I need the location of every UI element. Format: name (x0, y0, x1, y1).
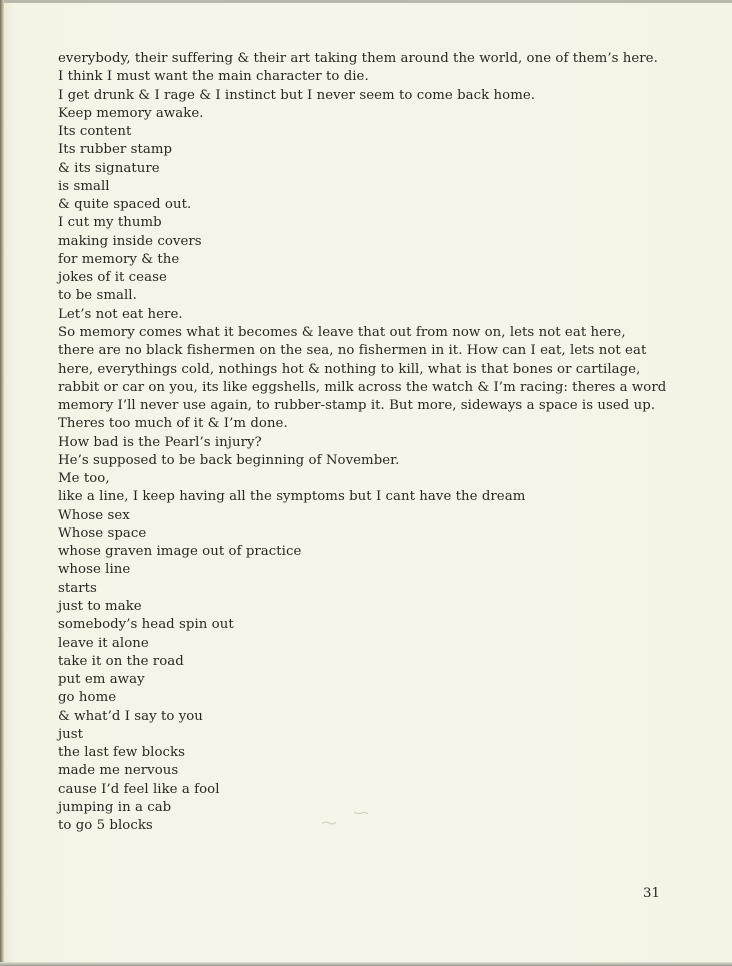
poem-line: to be small. (58, 288, 137, 304)
poem-line: & what’d I say to you (58, 708, 203, 724)
poem-line: cause I’d feel like a fool (58, 781, 220, 797)
poem-line: How bad is the Pearl’s injury? (58, 434, 262, 450)
poem-line: is small (58, 178, 110, 194)
poem-line: & quite spaced out. (58, 197, 192, 213)
poem-line: jumping in a cab (58, 799, 172, 815)
poem-line: memory I’ll never use again, to rubber-stamp it. But more, sideways a space is used up. (58, 398, 656, 414)
poem-line: Let’s not eat here. (58, 306, 183, 322)
poem-text (58, 50, 708, 835)
poem-line: made me nervous (58, 763, 179, 779)
poem-line: Keep memory awake. (58, 105, 204, 121)
poem-line: starts (58, 580, 97, 596)
poem-line: Theres too much of it & I’m done. (58, 416, 288, 432)
poem-line: put em away (58, 672, 145, 688)
poem-line: somebody’s head spin out (58, 617, 234, 633)
poem-line: I cut my thumb (58, 215, 162, 231)
poem-line: to go 5 blocks (58, 818, 153, 834)
poem-line: jokes of it cease (58, 270, 167, 286)
poem-line: Whose sex (58, 507, 130, 523)
poem-line: & its signature (58, 160, 160, 176)
poem-line: take it on the road (58, 653, 184, 669)
poem-line: whose line (58, 562, 131, 578)
poem-line: here, everythings cold, nothings hot & nothing to kill, what is that bones or cartilage, (58, 361, 641, 377)
poem-line: there are no black fishermen on the sea, no fishermen in it. How can I eat, lets not eat (58, 343, 647, 359)
poem-line: just (58, 726, 84, 742)
poem-line: He’s supposed to be back beginning of November. (58, 452, 400, 468)
poem-line: Its content (58, 124, 132, 140)
poem-line: the last few blocks (58, 745, 186, 761)
page-bottom-edge (0, 962, 732, 966)
poem-line: Whose space (58, 525, 147, 541)
poem-line: So memory comes what it becomes & leave that out from now on, lets not eat here, (58, 324, 626, 340)
poem-line: whose graven image out of practice (58, 544, 302, 560)
poem-line: go home (58, 690, 117, 706)
poem-line: I get drunk & I rage & I instinct but I never seem to come back home. (58, 87, 536, 103)
poem-line: like a line, I keep having all the symptoms but I cant have the dream (58, 489, 526, 505)
page-top-edge (0, 0, 732, 3)
page-number: 31 (643, 886, 660, 901)
poem-line: making inside covers (58, 233, 202, 249)
poem-line: Me too, (58, 471, 110, 487)
pencil-mark-icon (320, 808, 370, 830)
poem-line: rabbit or car on you, its like eggshells, milk across the watch & I’m racing: theres a word (58, 379, 667, 395)
poem-line: Its rubber stamp (58, 142, 173, 158)
poem-line: I think I must want the main character to die. (58, 69, 369, 85)
poem-line: everybody, their suffering & their art taking them around the world, one of them’s here. (58, 51, 658, 66)
poem-line: leave it alone (58, 635, 149, 651)
poem-line: just to make (58, 598, 142, 614)
page-binding-edge (0, 0, 4, 966)
poem-line: for memory & the (58, 251, 180, 267)
